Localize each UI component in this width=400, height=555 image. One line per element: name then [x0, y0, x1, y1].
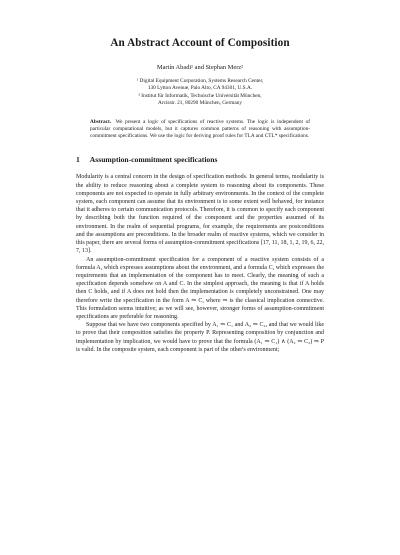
- paper-title: An Abstract Account of Composition: [110, 37, 290, 49]
- section-body: [76, 173, 324, 353]
- paper-page: [0, 37, 400, 555]
- paragraph: Modularity is a central concern in the design of specification methods. In general terms, modularity is the ability to reduce reasoning about a complete system to reasoning about its components. These components are not expected to operate in fully arbitrary environments. In the context of the complete system, each component can assume that its environment is to some extent well behaved, for instance that it adheres to certain communication protocols. Therefore, it is common to specify each component by describing both the function required of the component and the properties assumed of its environment. In the realm of sequential programs, for example, the requirements are postconditions and the assumptions are preconditions. In the broader realm of reactive systems, which we consider in this paper, there are several forms of assumption-commitment specifications [17, 11, 18, 1, 2, 19, 6, 22, 7, 13].: [76, 174, 324, 255]
- affiliation-line: 130 Lytton Avenue, Palo Alto, CA 94301, U.S.A.: [147, 85, 253, 92]
- affiliations: [76, 78, 324, 107]
- paper-authors: Martín Abadi¹ and Stephan Merz²: [156, 64, 244, 71]
- affiliation-line: ¹ Digital Equipment Corporation, Systems Research Center,: [136, 78, 264, 84]
- affiliation-line: ² Institut für Informatik, Technische Universität München,: [138, 92, 262, 99]
- paragraph: Suppose that we have two components specified by A₁ ⇒ C₁ and A₂ ⇒ C₂, and that we would like to prove that their composition satisfies the property P. Representing composition by conjunction and implementation by implication, we would have to prove that the formula (A₁ ⇒ C₁) ∧ (A₂ ⇒ C₂) ⇒ P is valid. In the composite system, each component is part of the other's environment;: [76, 322, 324, 353]
- section-heading: [76, 155, 324, 165]
- affiliation-line: Arcisstr. 21, 80290 München, Germany: [158, 99, 242, 106]
- abstract-label: Abstract.: [90, 119, 112, 126]
- abstract-text: We present a logic of specifications of reactive systems. The logic is independent of particular computational models, but it captures common patterns of reasoning with assumption-commitment specifications. We use the logic for deriving proof rules for TLA and CTL* specifications.: [90, 119, 310, 140]
- paragraph: An assumption-commitment specification for a component of a reactive system consists of a formula A, which expresses assumptions about the environment, and a formula C, which expresses the requirements that an implementation of the component has to meet. Clearly, the meaning of such a specification depends somehow on A and C. In the simplest approach, the meaning is that if A holds then C holds, and if A does not hold then the implementation is completely unconstrained. One may therefore write the specification in the form A ⇒ C, where ⇒ is the classical implication connective. This formulation seems intuitive; as we will see, however, stronger forms of assumption-commitment specifications are preferable for reasoning.: [76, 256, 324, 320]
- section-title: Assumption-commitment specifications: [89, 155, 218, 165]
- abstract: [90, 119, 310, 140]
- section-number: 1: [76, 155, 80, 165]
